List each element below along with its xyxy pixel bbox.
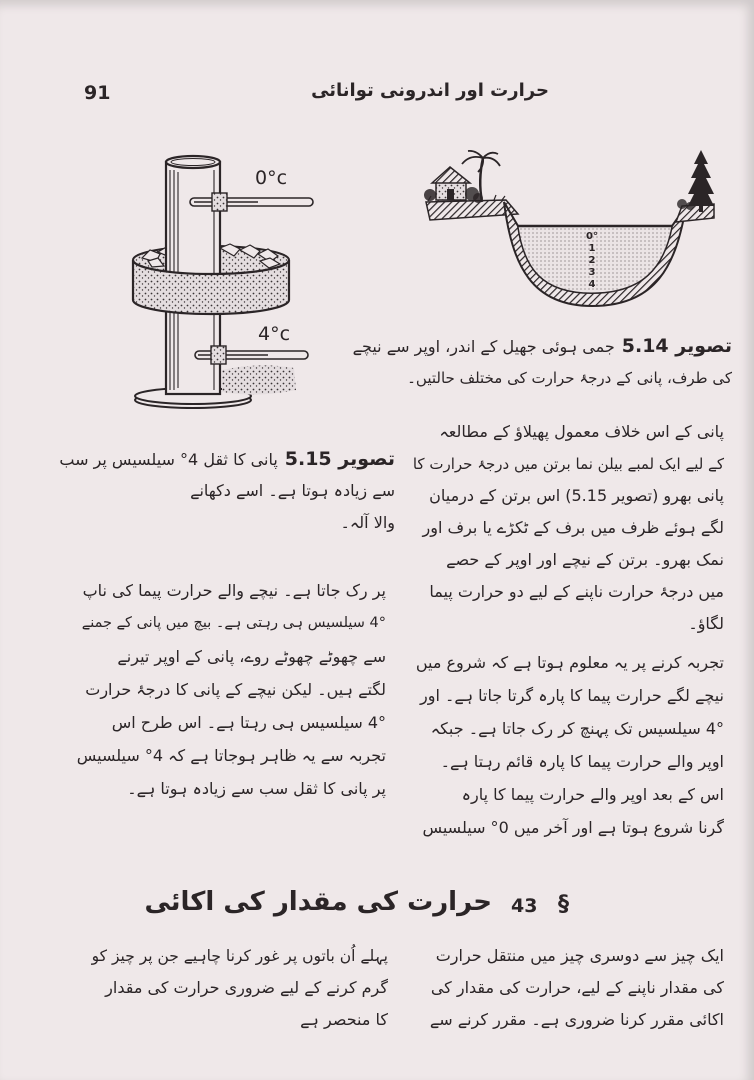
caption-line: والا آلہ۔	[340, 513, 395, 532]
caption-text: جمی ہوئی جھیل کے اندر، اوپر سے نیچے	[352, 337, 615, 356]
caption-label: تصویر 5.14	[621, 335, 732, 357]
paragraph-line: لگتے ہیں۔ لیکن نیچے کے پانی کا درجۂ حرارت	[85, 680, 386, 699]
paragraph-line: تجربہ سے یہ ظاہر ہوجاتا ہے کہ 4° سیلسیس	[76, 746, 386, 765]
section-body-right	[406, 940, 724, 1036]
depth-label: 1	[588, 243, 596, 254]
upper-thermometer-label: 0°c	[255, 167, 288, 189]
section-symbol: §	[558, 892, 569, 917]
paragraph-line: پر پانی کا ثقل سب سے زیادہ ہوتا ہے۔	[127, 779, 386, 798]
section-body-left	[88, 940, 388, 1036]
paragraph-line: پانی بھرو (تصویر 5.15) اس برتن کے درمیان	[429, 486, 724, 505]
paragraph-line: 4° سیلسیس تک پہنچ کر رک جاتا ہے۔ جبکہ	[430, 719, 724, 738]
paragraph-line: گرم کرنے کے لیے ضروری حرارت کی مقدار	[105, 978, 388, 997]
caption-line	[352, 330, 732, 362]
paragraph-line: 4° سیلسیس ہی رہتا ہے۔ اس طرح اس	[111, 713, 386, 732]
paragraph-line: کے لیے ایک لمبے بیلن نما برتن میں درجۂ حرارت کا	[412, 455, 724, 473]
right-column-paragraph-2	[406, 646, 724, 844]
figure-5-14-caption	[352, 330, 732, 394]
paragraph-line: لگے ہوئے ظرف میں برف کے ٹکڑے یا برف اور	[422, 518, 724, 537]
shadow-stipple	[222, 365, 296, 394]
pine-tree	[688, 150, 714, 212]
paragraph-line: میں درجۂ حرارت ناپنے کے لیے دو حرارت پیما	[429, 582, 724, 601]
cottage	[424, 167, 483, 203]
paragraph-line: پانی کے اس خلاف معمول پھیلاؤ کے مطالعہ	[439, 422, 724, 441]
figure-5-15-apparatus	[108, 148, 333, 413]
caption-line: کی طرف، پانی کے درجۂ حرارت کی مختلف حالتیں۔	[407, 369, 732, 387]
paragraph-line: نمک بھرو۔ برتن کے نیچے اور اوپر کے حصے	[446, 550, 724, 569]
paragraph-line: لگاؤ۔	[688, 614, 724, 633]
running-title: حرارت اور اندرونی توانائی	[311, 80, 549, 101]
depth-label: 3	[588, 267, 596, 278]
page-number: 91	[84, 82, 111, 104]
section-title: حرارت کی مقدار کی اکائی	[144, 887, 492, 917]
paragraph-line: سے چھوٹے چھوٹے روے، پانی کے اوپر تیرنے	[117, 647, 386, 666]
lower-thermometer-label: 4°c	[258, 323, 291, 345]
depth-label: 4	[588, 279, 596, 290]
caption-text: پانی کا ثقل 4° سیلسیس پر سب	[59, 450, 278, 469]
paragraph-line: تجربہ کرنے پر یہ معلوم ہوتا ہے کہ شروع میں	[415, 653, 724, 672]
paragraph-line: ایک چیز سے دوسری چیز میں منتقل حرارت	[435, 946, 724, 965]
paragraph-line: نیچے لگے حرارت پیما کا پارہ گرتا جاتا ہے۔ اور	[419, 686, 724, 705]
paragraph-line: 4° سیلسیس ہی رہتی ہے۔ بیچ میں پانی کے جمنے	[81, 615, 386, 631]
lower-thermometer	[195, 346, 308, 364]
paragraph-line: اس کے بعد اوپر والے حرارت پیما کا پارہ	[461, 785, 724, 804]
paragraph-line: پہلے اُن باتوں پر غور کرنا چاہیے جن پر چیز کو	[91, 947, 388, 965]
paragraph-line: اوپر والے حرارت پیما کا پارہ قائم رہتا ہے۔	[440, 752, 724, 771]
depth-label: 2	[588, 255, 596, 266]
figure-5-14-frozen-lake	[420, 148, 715, 313]
paragraph-line: کا منحصر ہے	[300, 1010, 388, 1029]
paragraph-line: گرنا شروع ہوتا ہے اور آخر میں 0° سیلسیس	[422, 818, 724, 837]
left-column-paragraph-1	[78, 574, 386, 805]
caption-line: سے زیادہ ہوتا ہے۔ اسے دکھانے	[190, 481, 395, 500]
paragraph-line: اکائی مقرر کرنا ضروری ہے۔ مقرر کرنے سے	[429, 1010, 724, 1029]
caption-label: تصویر 5.15	[284, 448, 395, 470]
caption-line	[59, 443, 395, 475]
paragraph-line: پر رک جاتا ہے۔ نیچے والے حرارت پیما کی ناپ	[82, 581, 386, 600]
depth-label: 0°	[586, 231, 598, 242]
section-number: 43	[511, 895, 538, 917]
right-column-paragraph-1	[406, 416, 724, 640]
paragraph-line: کی مقدار ناپنے کے لیے، حرارت کی مقدار کی	[430, 978, 724, 997]
figure-5-15-caption	[59, 443, 395, 539]
